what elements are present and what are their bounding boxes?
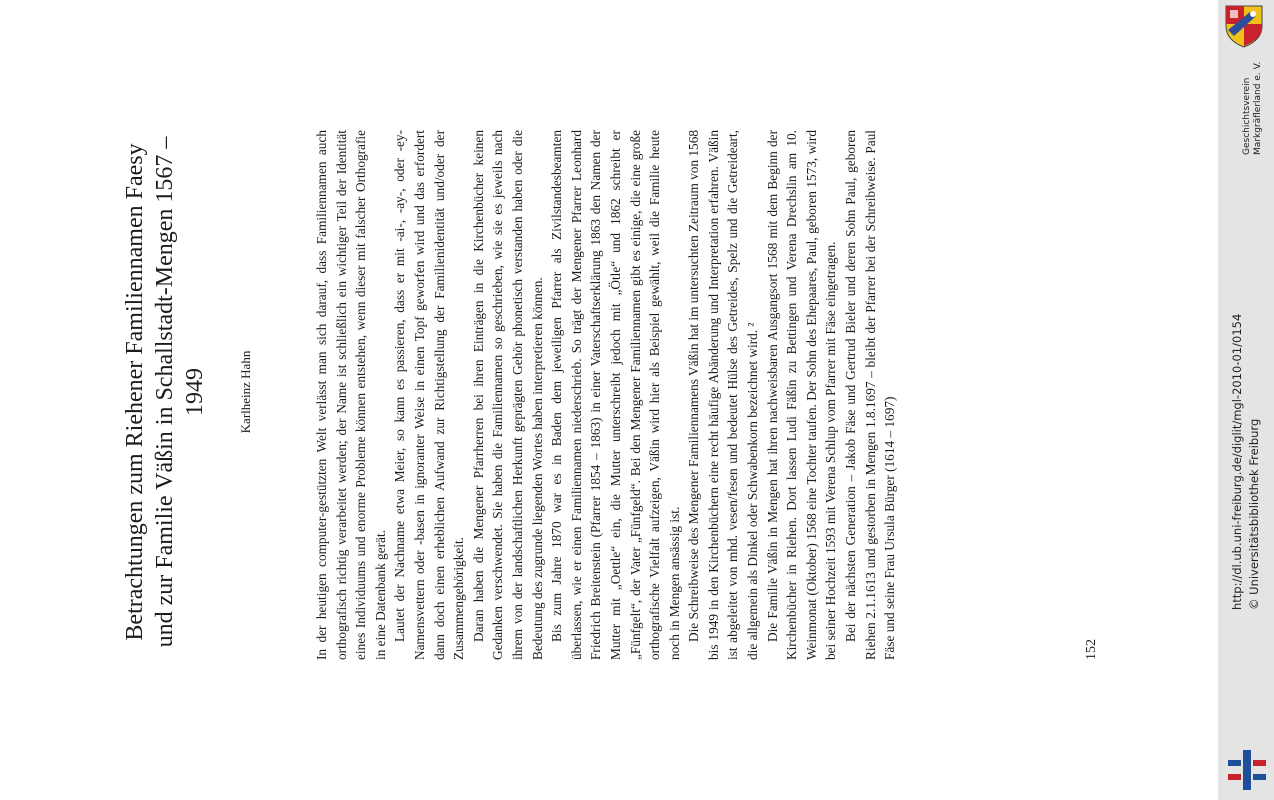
document-url[interactable]: http://dl.ub.uni-freiburg.de/diglit/mgl-2010-01/0154 [1230, 313, 1244, 610]
page-number: 152 [1084, 639, 1099, 660]
paragraph: Die Schreibweise des Mengener Familiennamens Väßin hat im untersuchten Zeitraum von 1568 bis 1949 in den Kirchenbüchern eine recht häufige Abänderung und Interpretation erfahren. Väßin ist abgeleitet von mhd. vesen/fesen und bedeutet Hülse des Getreides, Spelz und die Getreideart, die allgemein als Dinkel oder Schwabenkorn bezeichnet wird. ² [686, 130, 761, 660]
title-line-2: und zur Familie Väßin in Schallstadt-Mengen 1567 – 1949 [152, 136, 208, 648]
paragraph: Lautet der Nachname etwa Meier, so kann es passieren, dass er mit -ai-, -ay-, oder -ey- Namensvettern oder -basen in ignoranter Weise in einen Topf geworfen wird und das erfordert dann doch einen erheblichen Aufwand zur Richtigstellung der Familienidentität und/oder der Zusammengehörigkeit. [392, 130, 467, 660]
paragraph: Bei der nächsten Generation – Jakob Fäse und Gertrud Bieler und deren Sohn Paul, geboren Riehen 2.1.1613 und gestorben in Mengen 1.8.1697 – bleibt der Pfarrer bei der Schreibweise. Paul Fäse und seine Frau Ursula Bürger (1614 – 1697) [843, 130, 898, 660]
coat-of-arms-icon [1220, 4, 1268, 48]
sidebar-rotated-text [1218, 0, 1274, 800]
paragraph: Bis zum Jahre 1870 war es in Baden dem jeweiligen Pfarrer als Zivilstandesbeamten überlassen, wie er einen Familiennamen niederschrieb. So trägt der Mengener Pfarrer Leonhard Friedrich Breitenstein (Pfarrer 1854 – 1863) in einer Vaterschaftserklärung 1863 den Namen der Mutter mit „Oettle“ ein, die Mutter unterschreibt jedoch mit „Ötle“ und 1862 schreibt er „Fünfgelt“, der Vater „Fünfgeld“. Bei den Mengener Familiennamen gibt es einige, die eine große orthografische Vielfalt aufzeigen, Väßin wird hier als Beispiel gewählt, weil die Familie heute noch in Mengen ansässig ist. [549, 130, 682, 660]
university-library-logo-icon [1226, 748, 1268, 792]
title-line-1: Betrachtungen zum Riehener Familiennamen Faesy [122, 143, 148, 641]
copyright-notice: © Universitätsbibliothek Freiburg [1247, 418, 1261, 610]
document-title [120, 132, 210, 652]
society-line-2: Markgräflerland e. V. [1252, 61, 1263, 155]
paragraph: Die Familie Väßin in Mengen hat ihren nachweisbaren Ausgangsort 1568 mit dem Beginn der Kirchenbücher in Riehen. Dort lassen Ludi Fäßin zu Bettingen und Verena Drechslin am 10. Weinmonat (Oktober) 1568 eine Tochter taufen. Der Sohn des Ehepaares, Paul, geboren 1573, wird bei seiner Hochzeit 1593 mit Verena Schlup vom Pfarrer mit Fäse eingetragen. [764, 130, 839, 660]
society-name [1242, 62, 1263, 155]
society-line-1: Geschichtsverein [1242, 77, 1252, 155]
paragraph: In der heutigen computer-gestützten Welt verlässt man sich darauf, dass Familiennamen auch orthografisch richtig verarbeitet werden; der Name ist schließlich ein wichtiger Teil der Identität eines Individuums und enorme Probleme können entstehen, wenn dieser mit falscher Orthografie in eine Datenbank gerät. [314, 130, 388, 660]
article-body [312, 130, 900, 660]
paragraph: Daran haben die Mengener Pfarrherren bei ihren Einträgen in die Kirchenbücher keinen Gedanken verschwendet. Sie haben die Familiennamen so geschrieben, wie sie es jeweils nach ihrem von der landschaftlichen Herkunft geprägten Gehör phonetisch verstanden haben oder die Bedeutung des zugrunde liegenden Wortes haben interpretieren können. [470, 130, 545, 660]
author-name: Karlheinz Hahn [238, 350, 253, 434]
viewer-sidebar [1218, 0, 1274, 800]
